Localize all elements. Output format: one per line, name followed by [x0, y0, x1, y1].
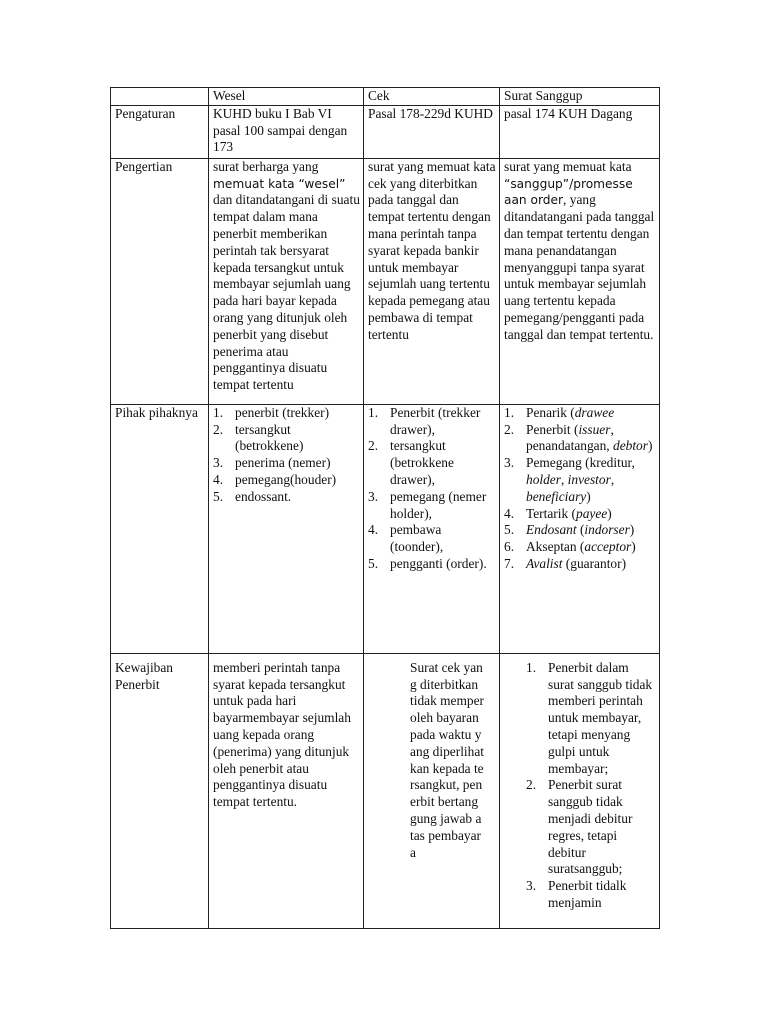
header-row [111, 88, 660, 106]
row-label-pihak: Pihak pihaknya [111, 404, 209, 653]
cell-kewajiban-wesel: memberi perintah tanpa syarat kepada tersangkut untuk pada hari bayarmembayar sejumlah uang kepada orang (penerima) yang ditunjuk oleh penerbit atau penggantinya disuatu tempat tertentu. [209, 653, 364, 928]
list-item: 1. penerbit (trekker) [213, 404, 330, 420]
list-item: 1. Penerbit dalam surat sanggub tidak memberi perintah untuk membayar, tetapi menyang gulpi untuk membayar; [526, 659, 653, 776]
cell-pengertian-cek: surat yang memuat kata cek yang diterbitkan pada tanggal dan tempat tertentu dengan mana perintah tanpa syarat kepada bankir untuk membayar sejumlah uang tertentu kepada pemegang atau pembawa di tempat tertentu [364, 158, 500, 404]
list-pihak-cek [368, 405, 496, 573]
cell-pihak-cek [364, 404, 500, 653]
list-kewajiban-sanggup [504, 660, 656, 912]
header-wesel: Wesel [209, 88, 364, 106]
row-kewajiban [111, 653, 660, 928]
cell-pihak-wesel [209, 404, 364, 653]
pengertian-sanggup-line1: surat yang memuat kata [504, 158, 632, 174]
pengertian-sanggup-rest: , yang ditandatangani pada tanggal dan tempat tertentu dengan mana penandatangan menyanggupi tanpa syarat untuk membayar sejumlah uang tertentu kepada pemegang/pengganti pada tanggal dan tempat tertentu. [504, 192, 655, 342]
list-item: 5. endossant. [213, 488, 292, 504]
list-item: 4. pembawa (toonder), [368, 522, 444, 555]
row-label-kewajiban: Kewajiban Penerbit [111, 653, 209, 928]
header-surat-sanggup: Surat Sanggup [500, 88, 660, 106]
cell-pengertian-sanggup [500, 158, 660, 404]
cell-pihak-sanggup [500, 404, 660, 653]
comparison-table [110, 87, 660, 929]
list-item: 2. Penerbit (issuer, penandatangan, debtor) [504, 421, 653, 454]
pengertian-sanggup-line2: “sanggup”/promesse aan order [504, 176, 633, 208]
list-item: 7. Avalist (guarantor) [504, 555, 627, 571]
cell-kewajiban-sanggup [500, 653, 660, 928]
list-item: 3. pemegang (nemer holder), [368, 488, 487, 521]
cell-pengaturan-sanggup: pasal 174 KUH Dagang [500, 105, 660, 158]
pengertian-wesel-line2: memuat kata “wesel” [213, 176, 346, 191]
list-item: 2. tersangkut (betrokkene) [213, 421, 304, 454]
header-cek: Cek [364, 88, 500, 106]
row-pengertian [111, 158, 660, 404]
list-item: 6. Akseptan (acceptor) [504, 539, 636, 555]
list-item: 3. Pemegang (kreditur, holder, investor, beneficiary) [504, 455, 635, 504]
pengertian-wesel-rest: dan ditandatangani di suatu tempat dalam mana penerbit memberikan perintah tak bersyarat kepada tersangkut untuk membayar sejumlah uang pada hari bayar kepada orang yang ditunjuk oleh penerbit yang disebut penerima atau penggantinya disuatu tempat tertentu [213, 192, 360, 393]
list-item: 4. pemegang(houder) [213, 471, 337, 487]
row-label-pengaturan: Pengaturan [111, 105, 209, 158]
row-pihak [111, 404, 660, 653]
list-pihak-sanggup [504, 405, 656, 573]
list-item: 1. Penarik (drawee [504, 404, 615, 420]
kewajiban-cek-text: Surat cek yang diterbitkan tidak memperoleh bayaran pada waktu yang diperlihatkan kepada tersangkut, penerbit bertanggung jawab atas pembayara [410, 659, 484, 860]
pengertian-wesel-line1: surat berharga yang [213, 158, 319, 174]
list-item: 4. Tertarik (payee) [504, 505, 612, 521]
list-item: 3. Penerbit tidalk menjamin [526, 878, 627, 910]
list-pihak-wesel [213, 405, 360, 506]
list-item: 3. penerima (nemer) [213, 455, 331, 471]
list-item: 2. tersangkut (betrokkene drawer), [368, 438, 454, 487]
cell-pengertian-wesel [209, 158, 364, 404]
row-pengaturan [111, 105, 660, 158]
cell-kewajiban-cek [364, 653, 500, 928]
row-label-pengertian: Pengertian [111, 158, 209, 404]
list-item: 2. Penerbit surat sanggub tidak menjadi debitur regres, tetapi debitur suratsanggub; [526, 777, 633, 877]
list-item: 5. Endosant (indorser) [504, 522, 635, 538]
cell-pengaturan-cek: Pasal 178-229d KUHD [364, 105, 500, 158]
list-item: 1. Penerbit (trekker drawer), [368, 404, 481, 437]
list-item: 5. pengganti (order). [368, 555, 487, 571]
cell-pengaturan-wesel: KUHD buku I Bab VI pasal 100 sampai dengan 173 [209, 105, 364, 158]
header-empty [111, 88, 209, 106]
